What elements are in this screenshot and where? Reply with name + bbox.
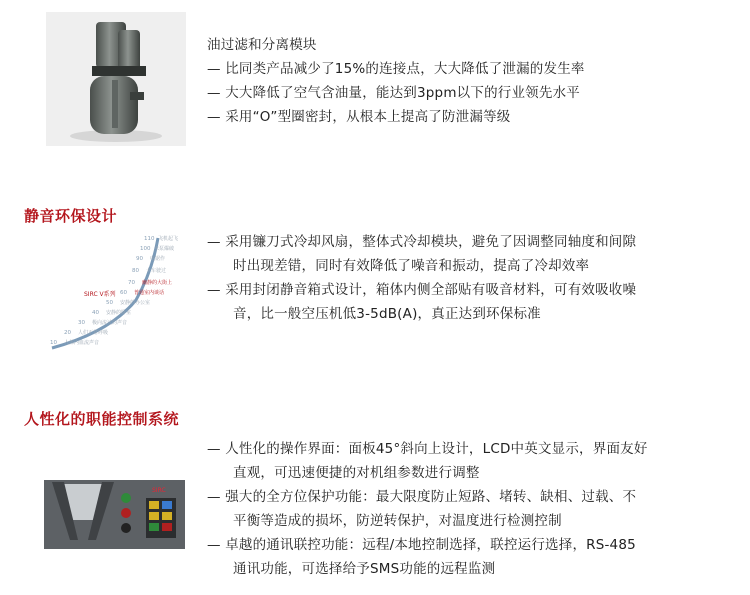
noise-tick-label: 30 <box>78 320 85 326</box>
noise-tick-label: 90 <box>136 256 143 262</box>
section2-title: 静音环保设计 <box>24 207 118 225</box>
noise-tick-label: 40 <box>92 310 99 316</box>
noise-tick-label: 100 <box>140 246 151 252</box>
section3-line-4: 平衡等造成的损坏，防逆转保护，对温度进行检测控制 <box>233 513 562 529</box>
noise-source-label: 普通室内谈话 <box>134 290 165 296</box>
noise-tick-label: 60 <box>120 290 127 296</box>
noise-source-label: 飞机起飞 <box>158 236 179 242</box>
section3-line-6: 通讯功能，可选择给予SMS功能的远程监测 <box>233 561 496 577</box>
noise-tick-label: 10 <box>50 340 57 346</box>
noise-tick-label: 20 <box>64 330 71 336</box>
noise-source-label: 人们正常呼吸 <box>78 330 109 336</box>
noise-tick-label: 110 <box>144 236 155 242</box>
noise-source-label: 幽静的大街上 <box>142 280 173 286</box>
section1-line-3: — 采用“O”型圈密封，从根本上提高了防泄漏等级 <box>207 109 511 125</box>
noise-source-label: 极向流过的声音 <box>92 320 128 326</box>
section3-line-5: — 卓越的通讯联控功能：远程/本地控制选择，联控运行选择，RS-485 <box>207 537 636 553</box>
section3-title: 人性化的职能控制系统 <box>24 410 180 428</box>
section3-line-2: 直观，可迅速便捷的对机组参数进行调整 <box>233 465 480 481</box>
noise-tick-label: 80 <box>132 268 139 274</box>
noise-tick-label: 70 <box>128 280 135 286</box>
noise-source-label: 卡车驶过 <box>146 268 167 274</box>
section1-line-1: — 比同类产品减少了15%的连接点，大大降低了泄漏的发生率 <box>207 61 585 77</box>
chart-brand-label: SIRC V系列 <box>84 291 116 298</box>
section2-line-1: — 采用镰刀式冷却风扇，整体式冷却模块，避免了因调整同轴度和间隙 <box>207 234 637 250</box>
noise-level-diagram <box>40 232 200 350</box>
noise-source-label: 安静的办公室 <box>120 300 151 306</box>
section2-line-2: 时出现差错，同时有效降低了噪音和振动，提高了冷却效率 <box>233 258 590 274</box>
noise-source-label: 水泵爆破 <box>154 246 175 252</box>
noise-source-label: 安静的卧室 <box>106 310 132 316</box>
noise-source-label: 人体内血流声音 <box>64 340 100 346</box>
section3-line-3: — 强大的全方位保护功能：最大限度防止短路、堵转、缺相、过载、不 <box>207 489 637 505</box>
control-panel-image <box>44 480 185 549</box>
oil-separator-image <box>46 12 186 146</box>
section2-line-4: 音，比一般空压机低3-5dB(A)，真正达到环保标准 <box>233 306 541 322</box>
section1-line-2: — 大大降低了空气含油量，能达到3ppm以下的行业领先水平 <box>207 85 580 101</box>
noise-tick-label: 50 <box>106 300 113 306</box>
section3-line-1: — 人性化的操作界面：面板45°斜向上设计，LCD中英文显示，界面友好 <box>207 441 648 457</box>
section1-heading: 油过滤和分离模块 <box>207 37 317 53</box>
section2-line-3: — 采用封闭静音箱式设计，箱体内侧全部贴有吸音材料，可有效吸收噪 <box>207 282 637 298</box>
panel-brand-label: SIRC <box>152 487 166 494</box>
noise-source-label: 电锯作 <box>150 256 166 262</box>
